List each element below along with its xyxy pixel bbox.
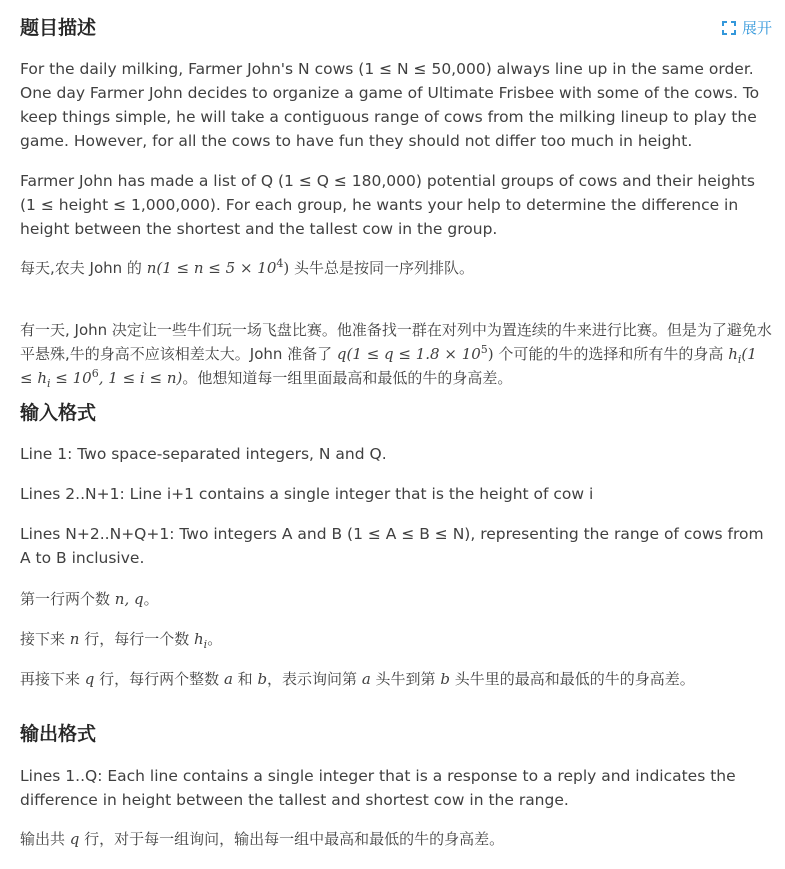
input-format-title: 输入格式 [20,402,97,424]
description-paragraph-1: For the daily milking, Farmer John's N cows (1 ≤ N ≤ 50,000) always line up in the same order. One day Farmer John decides to organize a game of Ultimate Frisbee with some of the cows. To keep things simple, he will take a contiguous range of cows from the milking lineup to play the game. However, for all the cows to have fun they should not differ too much in height. [20,60,760,150]
expand-button[interactable] [722,17,772,39]
expand-icon [722,21,736,35]
description-paragraph-2: Farmer John has made a list of Q (1 ≤ Q ≤ 180,000) potential groups of cows and their heights (1 ≤ height ≤ 1,000,000). For each group, he wants your help to determine the difference in height between the shortest and the tallest cow in the group. [20,172,755,238]
description-zh-paragraph-1: 每天,农夫 John 的 $n(1 \le n \le 5 \times 10^4)$ 头牛总是按同一序列排队。 [20,257,475,277]
input-line-1: Line 1: Two space-separated integers, N and Q. [20,445,387,463]
input-line-3: Lines N+2..N+Q+1: Two integers A and B (1 ≤ A ≤ B ≤ N), representing the range of cows from A to B inclusive. [20,525,764,567]
expand-label: 展开 [741,19,772,37]
input-zh-line-1: 第一行两个数 n, q。 [20,590,159,608]
description-title: 题目描述 [20,17,97,39]
input-zh-line-2: 接下来 n 行，每行一个数 $h_i$。 [20,630,223,651]
output-format-title: 输出格式 [20,723,97,745]
output-zh-line-1: 输出共 q 行，对于每一组询问，输出每一组中最高和最低的牛的身高差。 [20,830,505,848]
input-zh-line-3: 再接下来 q 行，每行两个整数 a 和 b，表示询问第 a 头牛到第 b 头牛里的最高和最低的牛的身高差。 [20,670,695,688]
description-zh-paragraph-2: 有一天, John 决定让一些牛们玩一场飞盘比赛。他准备找一群在对列中为置连续的牛来进行比赛。但是为了避免水平悬殊,牛的身高不应该相差太大。John 准备了 $q(1 \le q \le 1.8 \times 10^5)$ 个可能的牛的选择和所有牛的身高 $h_i(1 \le h_i \le 10^6$, 1 ≤ i ≤ n)。他想知道每一组里面最高和最低的牛的身高差。 [20,321,772,390]
problem-statement [20,0,772,848]
description-header [20,0,772,56]
input-line-2: Lines 2..N+1: Line i+1 contains a single integer that is the height of cow i [20,485,594,503]
output-line-1: Lines 1..Q: Each line contains a single integer that is a response to a reply and indicates the difference in height between the tallest and shortest cow in the range. [20,767,736,809]
